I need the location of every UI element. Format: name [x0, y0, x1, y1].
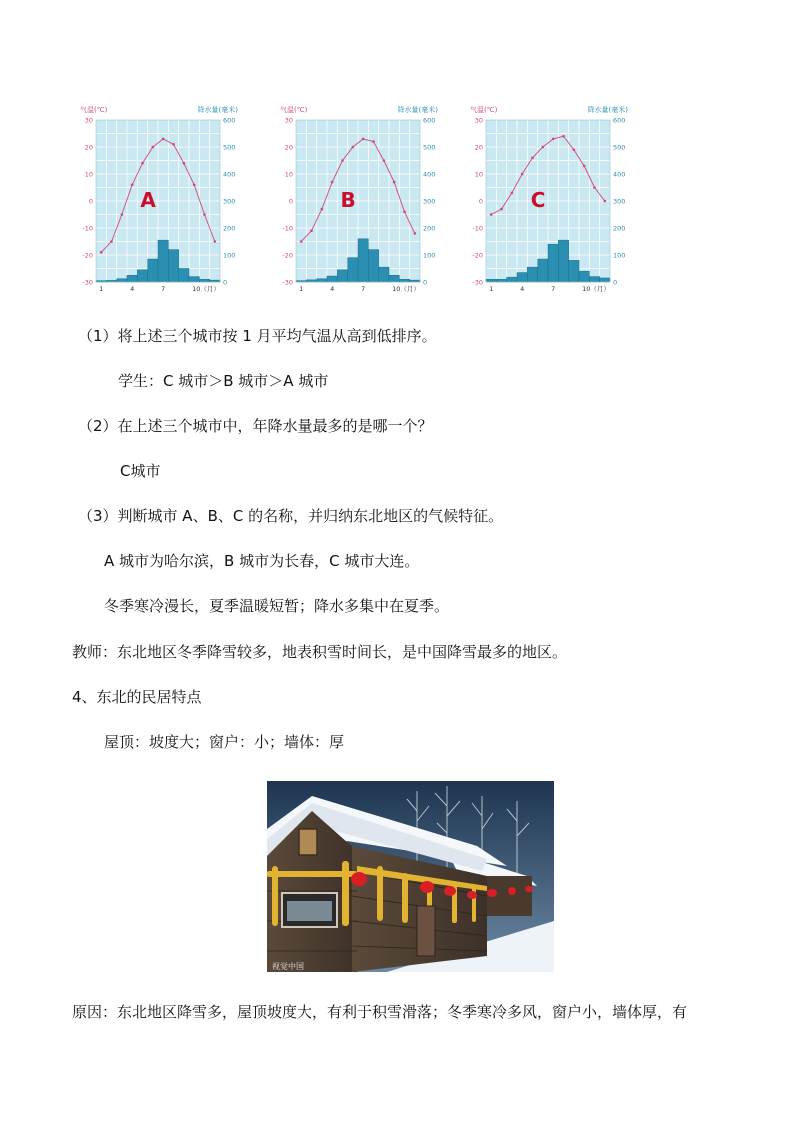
left-tick-label: -30	[472, 278, 483, 287]
right-tick-label: 500	[423, 143, 436, 152]
climate-chart-svg	[468, 100, 648, 295]
temperature-point	[593, 186, 596, 189]
temperature-point	[331, 181, 334, 184]
snow-covered-log-house-photo	[267, 781, 554, 972]
right-tick-label: 400	[423, 170, 436, 179]
temperature-point	[141, 162, 144, 165]
temperature-point	[372, 140, 375, 143]
left-axis-label: 气温(℃)	[470, 106, 498, 114]
x-tick-label: 4	[330, 285, 335, 293]
right-tick-label: 100	[223, 251, 236, 260]
question-3: （3）判断城市 A、B、C 的名称，并归纳东北地区的气候特征。	[78, 507, 504, 525]
x-tick-label: 7	[551, 285, 556, 293]
temperature-point	[562, 135, 565, 138]
right-tick-label: 500	[223, 143, 236, 152]
city-label: C	[530, 188, 546, 212]
precip-bar	[158, 240, 168, 282]
answer-1: 学生：C 城市＞B 城市＞A 城市	[118, 372, 329, 390]
temperature-point	[531, 157, 534, 160]
right-tick-label: 100	[423, 251, 436, 260]
precip-bar	[558, 240, 568, 282]
climate-chart-b	[278, 100, 458, 295]
city-label: B	[340, 188, 356, 212]
climate-chart-a	[78, 100, 258, 295]
house-features: 屋顶：坡度大；窗户：小；墙体：厚	[104, 733, 345, 751]
right-tick-label: 500	[613, 143, 626, 152]
temperature-point	[183, 162, 186, 165]
x-tick-label: 4	[520, 285, 525, 293]
left-tick-label: -10	[472, 224, 483, 233]
temperature-point	[100, 251, 103, 254]
right-tick-label: 300	[613, 197, 626, 206]
answer-2: C城市	[120, 462, 161, 480]
city-label: A	[140, 188, 156, 212]
x-tick-label: 10（月）	[192, 285, 220, 293]
temperature-point	[511, 192, 514, 195]
right-tick-label: 600	[613, 116, 626, 125]
precip-bar	[199, 279, 209, 282]
right-tick-label: 200	[423, 224, 436, 233]
x-tick-label: 7	[161, 285, 166, 293]
precip-bar	[168, 250, 178, 282]
left-tick-label: -30	[82, 278, 93, 287]
right-axis-label: 降水量(毫米)	[397, 106, 438, 114]
temperature-point	[203, 213, 206, 216]
temperature-point	[121, 213, 124, 216]
climate-chart-svg	[78, 100, 258, 295]
left-tick-label: 10	[84, 170, 93, 179]
left-tick-label: -20	[472, 251, 483, 260]
reason-text: 原因：东北地区降雪多，屋顶坡度大，有利于积雪滑落；冬季寒冷多风，窗户小，墙体厚，有	[72, 1003, 688, 1021]
left-tick-label: 0	[478, 197, 483, 206]
x-tick-label: 1	[299, 285, 304, 293]
left-tick-label: 20	[84, 143, 93, 152]
right-tick-label: 0	[613, 278, 618, 287]
precip-bar	[538, 259, 548, 282]
climate-chart-c	[468, 100, 648, 295]
right-tick-label: 200	[613, 224, 626, 233]
teacher-remark: 教师：东北地区冬季降雪较多，地表积雪时间长，是中国降雪最多的地区。	[72, 643, 568, 661]
precip-bar	[148, 259, 158, 282]
temperature-point	[500, 208, 503, 211]
precip-bar	[517, 273, 527, 282]
x-tick-label: 1	[99, 285, 104, 293]
left-tick-label: -10	[282, 224, 293, 233]
temperature-point	[403, 211, 406, 214]
temperature-point	[341, 159, 344, 162]
answer-3-cities: A 城市为哈尔滨，B 城市为长春，C 城市大连。	[104, 552, 420, 570]
temperature-point	[414, 232, 417, 235]
precip-bar	[527, 267, 537, 282]
precip-bar	[379, 267, 389, 282]
left-tick-label: 30	[284, 116, 293, 125]
left-tick-label: -30	[282, 278, 293, 287]
answer-3-climate: 冬季寒冷漫长，夏季温暖短暂；降水多集中在夏季。	[104, 597, 450, 615]
left-tick-label: -10	[82, 224, 93, 233]
temperature-point	[521, 173, 524, 176]
section-heading-4: 4、东北的民居特点	[72, 688, 202, 706]
precip-bar	[579, 271, 589, 282]
left-tick-label: 30	[84, 116, 93, 125]
temperature-point	[131, 184, 134, 187]
temperature-point	[214, 240, 217, 243]
left-tick-label: 0	[88, 197, 93, 206]
right-tick-label: 100	[613, 251, 626, 260]
precip-bar	[189, 277, 199, 282]
temperature-point	[193, 184, 196, 187]
temperature-point	[110, 240, 113, 243]
precip-bar	[117, 279, 127, 282]
left-tick-label: 0	[288, 197, 293, 206]
temperature-point	[552, 138, 555, 141]
precip-bar	[179, 269, 189, 283]
precip-bar	[569, 260, 579, 282]
temperature-point	[583, 165, 586, 168]
right-tick-label: 200	[223, 224, 236, 233]
temperature-point	[352, 146, 355, 149]
left-axis-label: 气温(℃)	[280, 106, 308, 114]
photo-credit: 视觉中国	[272, 962, 304, 971]
left-tick-label: 20	[284, 143, 293, 152]
precip-bar	[589, 277, 599, 282]
precip-bar	[358, 239, 368, 282]
left-axis-label: 气温(℃)	[80, 106, 108, 114]
temperature-point	[383, 159, 386, 162]
right-tick-label: 400	[223, 170, 236, 179]
right-tick-label: 300	[423, 197, 436, 206]
left-tick-label: 20	[474, 143, 483, 152]
x-tick-label: 4	[130, 285, 135, 293]
precip-bar	[389, 275, 399, 282]
right-tick-label: 600	[223, 116, 236, 125]
left-tick-label: 10	[474, 170, 483, 179]
precip-bar	[337, 270, 347, 282]
x-tick-label: 10（月）	[392, 285, 420, 293]
precip-bar	[548, 244, 558, 282]
right-tick-label: 400	[613, 170, 626, 179]
precip-bar	[317, 279, 327, 282]
precip-bar	[127, 275, 137, 282]
temperature-point	[393, 181, 396, 184]
precip-bar	[368, 250, 378, 282]
left-tick-label: 10	[284, 170, 293, 179]
precip-bar	[327, 276, 337, 282]
question-1: （1）将上述三个城市按 1 月平均气温从高到低排序。	[78, 327, 437, 345]
question-2: （2）在上述三个城市中，年降水量最多的是哪一个？	[78, 417, 433, 435]
climate-chart-svg	[278, 100, 458, 295]
temperature-point	[490, 213, 493, 216]
precip-bar	[496, 279, 506, 282]
right-axis-label: 降水量(毫米)	[197, 106, 238, 114]
temperature-point	[542, 146, 545, 149]
temperature-point	[321, 208, 324, 211]
precip-bar	[306, 280, 316, 282]
temperature-point	[573, 148, 576, 151]
right-tick-label: 0	[423, 278, 428, 287]
right-tick-label: 300	[223, 197, 236, 206]
left-tick-label: -20	[282, 251, 293, 260]
precip-bar	[507, 277, 517, 282]
temperature-point	[172, 143, 175, 146]
right-tick-label: 600	[423, 116, 436, 125]
temperature-point	[152, 146, 155, 149]
precip-bar	[348, 258, 358, 282]
temperature-point	[310, 229, 313, 232]
left-tick-label: -20	[82, 251, 93, 260]
precip-bar	[486, 279, 496, 282]
x-tick-label: 7	[361, 285, 366, 293]
temperature-point	[604, 200, 607, 203]
right-tick-label: 0	[223, 278, 228, 287]
precip-bar	[399, 279, 409, 282]
precip-bar	[600, 278, 610, 282]
x-tick-label: 1	[489, 285, 494, 293]
precip-bar	[137, 270, 147, 282]
left-tick-label: 30	[474, 116, 483, 125]
temperature-point	[162, 138, 165, 141]
x-tick-label: 10（月）	[582, 285, 610, 293]
temperature-point	[300, 240, 303, 243]
snow-house-photo	[267, 781, 554, 972]
right-axis-label: 降水量(毫米)	[587, 106, 628, 114]
temperature-point	[362, 138, 365, 141]
